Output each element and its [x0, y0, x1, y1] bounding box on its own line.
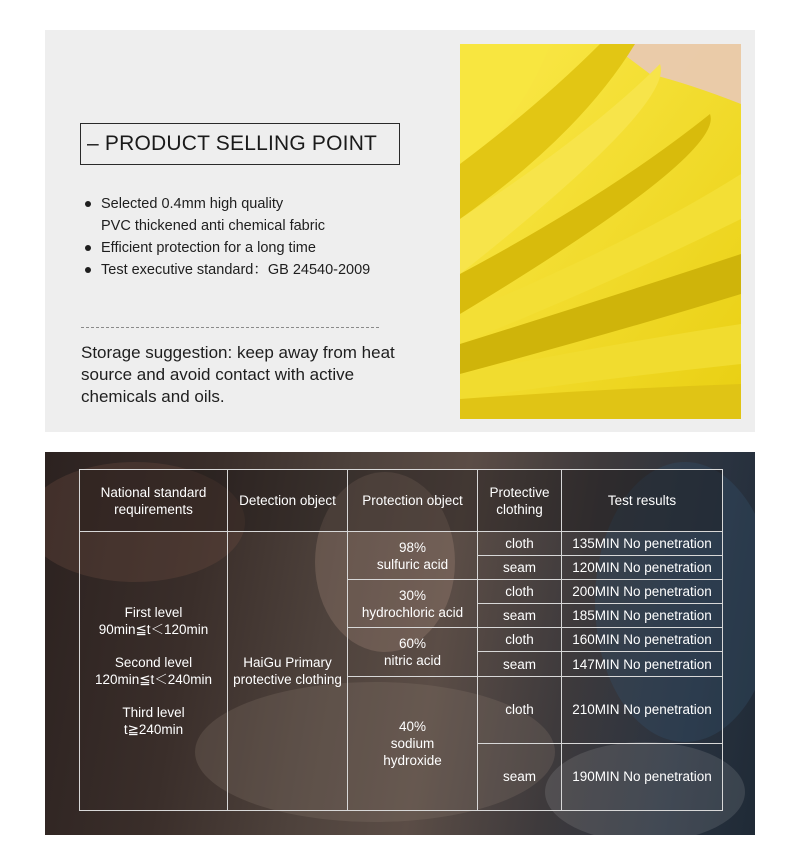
chemical-cell: 98% sulfuric acid: [348, 532, 478, 580]
part-cell: cloth: [478, 532, 562, 556]
table-header-row: [80, 470, 723, 532]
result-cell: 190MIN No penetration: [562, 743, 723, 810]
feature-item: [85, 193, 445, 237]
feature-item: [85, 259, 445, 281]
feature-list: [85, 193, 445, 281]
feature-text: Efficient protection for a long time: [101, 240, 316, 256]
result-cell: 200MIN No penetration: [562, 580, 723, 604]
part-cell: cloth: [478, 580, 562, 604]
feature-item: [85, 237, 445, 259]
level-item: First level 90min≦t＜120min: [98, 605, 209, 638]
level-item: Third level t≧240min: [122, 705, 185, 738]
header-national-standard: National standard requirements: [80, 470, 228, 532]
part-cell: cloth: [478, 676, 562, 743]
header-detection-object: Detection object: [228, 470, 348, 532]
title-dash: –: [87, 132, 99, 155]
selling-point-panel: [45, 30, 755, 432]
dashed-divider: [81, 327, 379, 328]
header-test-results: Test results: [562, 470, 723, 532]
bullet-dot-icon: [85, 267, 91, 273]
test-results-panel: [45, 452, 755, 835]
feature-text: Selected 0.4mm high quality: [101, 196, 284, 212]
part-cell: seam: [478, 652, 562, 676]
chemical-cell: 40% sodium hydroxide: [348, 676, 478, 810]
bullet-dot-icon: [85, 245, 91, 251]
test-results-table: [79, 469, 723, 811]
result-cell: 120MIN No penetration: [562, 556, 723, 580]
table-row: [80, 532, 723, 556]
result-cell: 147MIN No penetration: [562, 652, 723, 676]
selling-point-title: [80, 123, 400, 165]
result-cell: 135MIN No penetration: [562, 532, 723, 556]
result-cell: 185MIN No penetration: [562, 604, 723, 628]
result-cell: 160MIN No penetration: [562, 628, 723, 652]
level-item: Second level 120min≦t＜240min: [94, 655, 213, 688]
standard-levels-cell: [80, 532, 228, 811]
part-cell: cloth: [478, 628, 562, 652]
part-cell: seam: [478, 556, 562, 580]
title-text: PRODUCT SELLING POINT: [104, 132, 378, 155]
yellow-fabric-photo: [460, 44, 741, 419]
storage-suggestion: Storage suggestion: keep away from heat source and avoid contact with active chemicals and oils.: [81, 343, 395, 406]
chemical-cell: 30% hydrochloric acid: [348, 580, 478, 628]
header-protective-clothing: Protective clothing: [478, 470, 562, 532]
part-cell: seam: [478, 743, 562, 810]
result-cell: 210MIN No penetration: [562, 676, 723, 743]
feature-text-continued: PVC thickened anti chemical fabric: [101, 218, 326, 234]
part-cell: seam: [478, 604, 562, 628]
header-protection-object: Protection object: [348, 470, 478, 532]
chemical-cell: 60% nitric acid: [348, 628, 478, 676]
detection-object-cell: HaiGu Primary protective clothing: [228, 532, 348, 811]
feature-text: Test executive standard：GB 24540-2009: [101, 262, 371, 278]
bullet-dot-icon: [85, 201, 91, 207]
